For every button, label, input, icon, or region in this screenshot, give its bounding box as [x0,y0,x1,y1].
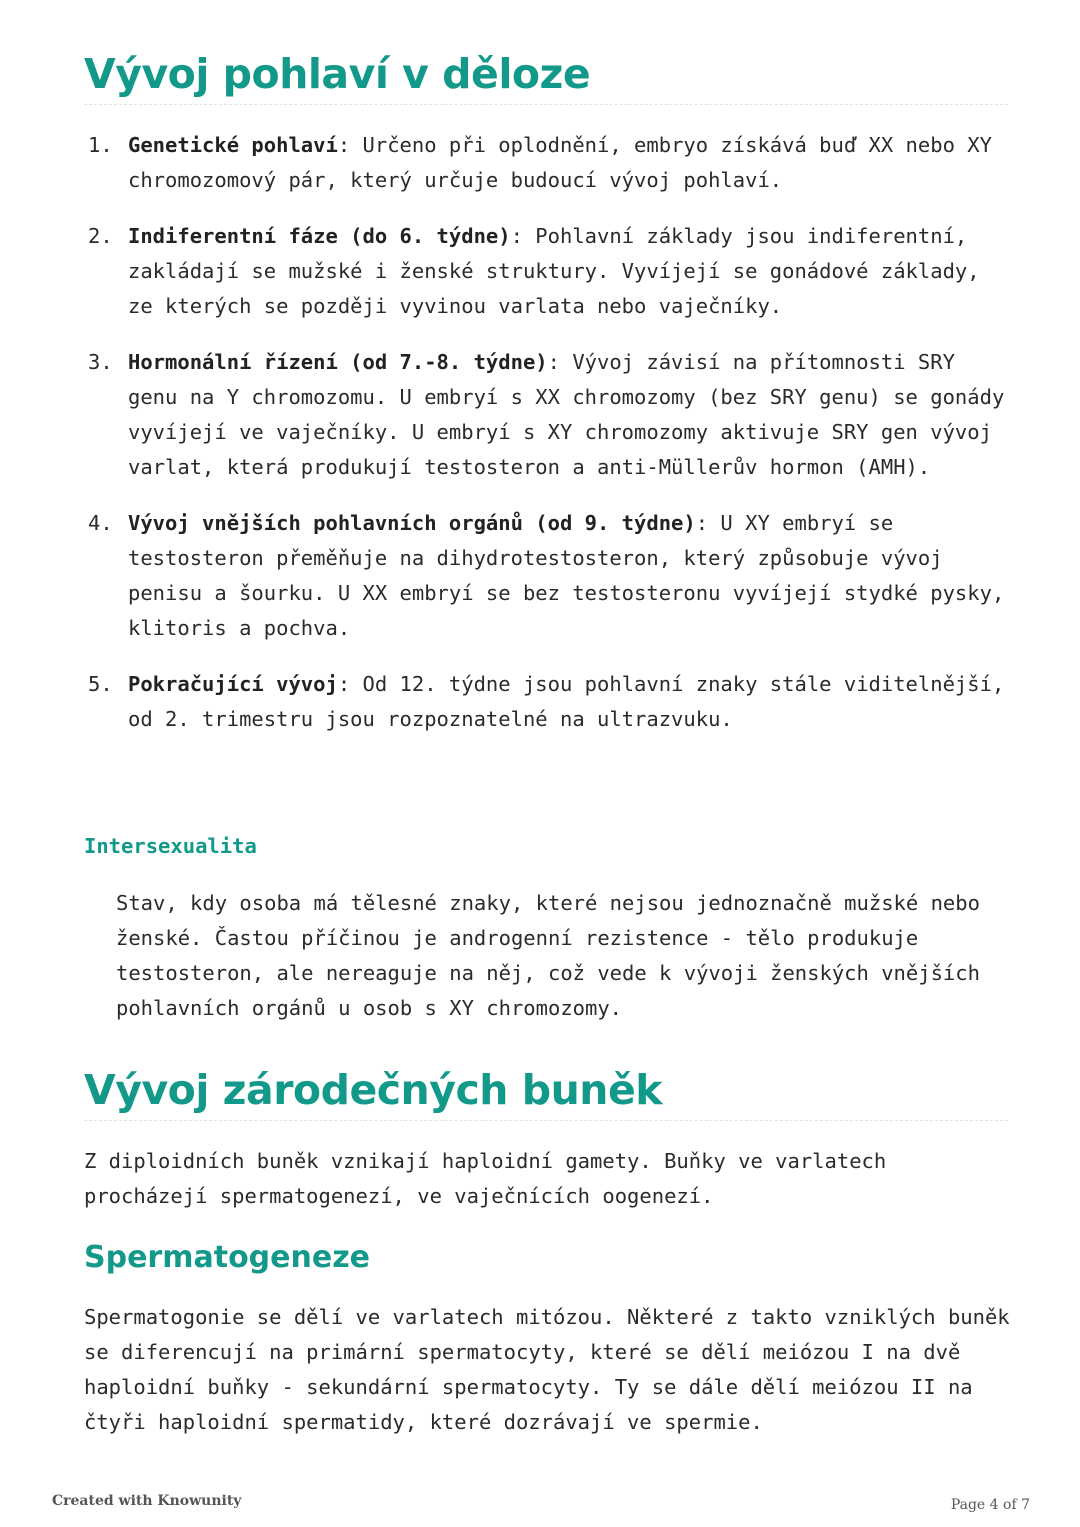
list-item-text: : Pohlavní základy jsou indiferentní, zakládají se mužské i ženské struktury. Vyvíjejí se gonádové základy, ze kterých se později vyvinou varlata nebo vaječníky. [128,224,980,318]
section-title-sex-development: Vývoj pohlaví v děloze [84,50,591,98]
list-item-heading: Genetické pohlaví [128,133,338,157]
list-item-heading: Hormonální řízení (od 7.-8. týdne) [128,350,548,374]
list-item [84,345,1014,485]
title-underline [84,104,1008,105]
list-item-number: 5. [88,672,113,696]
list-item-text: : Určeno při oplodnění, embryo získává buď XX nebo XY chromozomový pár, který určuje budoucí vývoj pohlaví. [128,133,992,192]
footer-credit: Created with Knowunity [52,1493,242,1509]
subheading-intersexuality: Intersexualita [84,834,257,858]
list-item-number: 1. [88,133,113,157]
list-item [84,219,1014,324]
spermatogenesis-text: Spermatogonie se dělí ve varlatech mitózou. Některé z takto vzniklých buněk se diferencují na primární spermatocyty, které se dělí meiózou I na dvě haploidní buňky - sekundární spermatocyty. Ty se dále dělí meiózou II na čtyři haploidní spermatidy, které dozrávají ve spermie. [84,1305,1010,1434]
subheading-spermatogenesis: Spermatogeneze [84,1240,371,1275]
title-underline [84,1120,1008,1121]
list-item-number: 2. [88,224,113,248]
list-item-heading: Vývoj vnějších pohlavních orgánů (od 9. týdne) [128,511,696,535]
intersexuality-text: Stav, kdy osoba má tělesné znaky, které nejsou jednoznačně mužské nebo ženské. Častou příčinou je androgenní rezistence - tělo produkuje testosteron, ale nereaguje na něj, což vede k vývoji ženských vnějších pohlavních orgánů u osob s XY chromozomy. [116,891,980,1020]
list-item-heading: Pokračující vývoj [128,672,338,696]
section-title-germ-cells: Vývoj zárodečných buněk [84,1066,663,1114]
page-number: Page 4 of 7 [950,1497,1030,1513]
list-item-number: 4. [88,511,113,535]
list-item-text: : U XY embryí se testosteron přeměňuje na dihydrotestosteron, který způsobuje vývoj penisu a šourku. U XX embryí se bez testosteronu vyvíjejí stydké pysky, klitoris a pochva. [128,511,1005,640]
list-item [84,128,1014,198]
list-item-text: : Vývoj závisí na přítomnosti SRY genu na Y chromozomu. U embryí s XX chromozomy (bez SRY genu) se gonády vyvíjejí ve vaječníky. U embryí s XY chromozomy aktivuje SRY gen vývoj varlat, která produkují testosteron a anti-Müllerův hormon (AMH). [128,350,1005,479]
list-item [84,506,1014,646]
list-item [84,667,1014,737]
list-item-text: : Od 12. týdne jsou pohlavní znaky stále viditelnější, od 2. trimestru jsou rozpoznatelné na ultrazvuku. [128,672,1005,731]
list-item-number: 3. [88,350,113,374]
germ-cells-intro: Z diploidních buněk vznikají haploidní gamety. Buňky ve varlatech procházejí spermatogenezí, ve vaječnících oogenezí. [84,1149,887,1208]
development-steps-list [84,128,1014,758]
list-item-heading: Indiferentní fáze (do 6. týdne) [128,224,511,248]
